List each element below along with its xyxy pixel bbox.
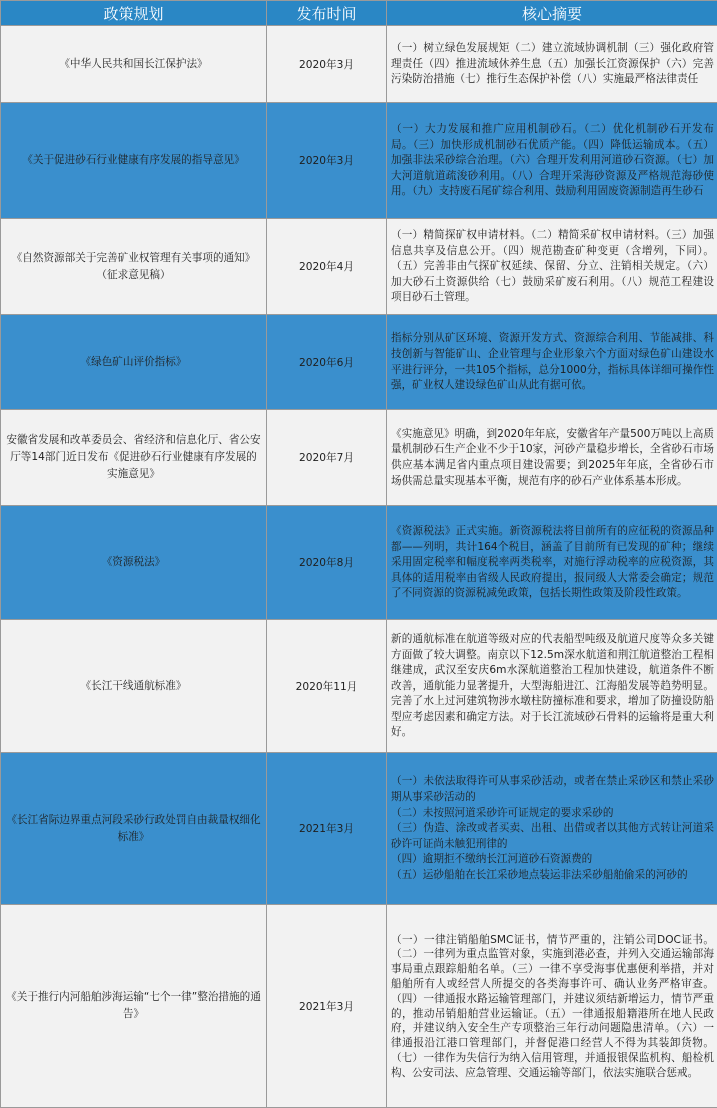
policy-name: 《绿色矿山评价指标》 [1, 315, 267, 410]
policy-name: 《关于促进砂石行业健康有序发展的指导意见》 [1, 103, 267, 219]
publish-date: 2020年11月 [267, 620, 387, 753]
core-summary: （一）树立绿色发展规矩（二）建立流域协调机制（三）强化政府管理责任（四）推进流域休养生息（五）加强长江资源保护（六）完善污染防治措施（七）推行生态保护补偿（八）实施最严格法律责任 [387, 26, 717, 103]
policy-name: 安徽省发展和改革委员会、省经济和信息化厅、省公安厅等14部门近日发布《促进砂石行业健康有序发展的实施意见》 [1, 410, 267, 506]
policy-name: 《长江干线通航标准》 [1, 620, 267, 753]
policy-name: 《关于推行内河船舶涉海运输“七个一律”整治措施的通告》 [1, 905, 267, 1108]
table-row [1, 219, 717, 315]
core-summary [387, 753, 717, 905]
core-summary: 《资源税法》正式实施。新资源税法将目前所有的应征税的资源品种都——列明，共计164个税目，涵盖了目前所有已发现的矿种；继续采用固定税率和幅度税率两类税率，对施行浮动税率的应税资源，其具体的适用税率由省级人民政府提出，报同级人大常委会确定；规范了不同资源的资源税减免政策，包括长期性政策及阶段性政策。 [387, 506, 717, 620]
table-row [1, 103, 717, 219]
summary-line: （二）未按照河道采砂许可证规定的要求采砂的 [391, 806, 714, 822]
core-summary: 《实施意见》明确，到2020年年底，安徽省年产量500万吨以上高质量机制砂石生产企业不少于10家，河砂产量稳步增长，全省砂石市场供应基本满足省内重点项目建设需要；到2025年年底，全省砂石市场供需总量实现基本平衡，规范有序的砂石产业体系基本形成。 [387, 410, 717, 506]
policy-name: 《长江省际边界重点河段采砂行政处罚自由裁量权细化标准》 [1, 753, 267, 905]
table-row [1, 620, 717, 753]
table-row [1, 315, 717, 410]
header-date: 发布时间 [267, 1, 387, 26]
core-summary: 新的通航标准在航道等级对应的代表船型吨级及航道尺度等众多关键方面做了较大调整。南京以下12.5m深水航道和荆江航道整治工程相继建成，武汉至安庆6m水深航道整治工程加快建设，航道条件不断改善，通航能力显著提升，大型海船进江、江海船发展等趋势明显。完善了水上过河建筑物涉水墩柱防撞标准和要求，增加了防撞设防船型应考虑因素和确定方法。对于长江流域砂石骨料的运输将是重大利好。 [387, 620, 717, 753]
table-row [1, 753, 717, 905]
summary-line: （一）未依法取得许可从事采砂活动，或者在禁止采砂区和禁止采砂期从事采砂活动的 [391, 774, 714, 805]
core-summary: （一）一律注销船舶SMC证书，情节严重的，注销公司DOC证书。（二）一律列为重点监管对象，实施到港必查，并列入交通运输部海事局重点跟踪船舶名单。（三）一律不享受海事优惠便利举措，并对船舶所有人或经营人所提交的各类海事许可、确认业务严格审查。（四）一律通报水路运输管理部门，并建议须结新增运力，情节严重的，推动吊销船舶营业运输证。（五）一律通报船籍港所在地人民政府，并建议纳入安全生产专项整治三年行动问题隐患清单。（六）一律通报沿江港口管理部门，并督促港口经营人不得为其装卸货物。（七）一律作为失信行为纳入信用管理，并通报银保监机构、船检机构、公安司法、应急管理、交通运输等部门，依法实施联合惩戒。 [387, 905, 717, 1108]
table-row [1, 506, 717, 620]
publish-date: 2021年3月 [267, 905, 387, 1108]
policy-name: 《中华人民共和国长江保护法》 [1, 26, 267, 103]
summary-line: （四）逾期拒不缴纳长江河道砂石资源费的 [391, 852, 714, 868]
core-summary: 指标分别从矿区环境、资源开发方式、资源综合利用、节能减排、科技创新与智能矿山、企业管理与企业形象六个方面对绿色矿山建设水平进行评分，一共105个指标，总分1000分，指标具体详细可操作性强，矿业权人建设绿色矿山从此有据可依。 [387, 315, 717, 410]
policy-name: 《资源税法》 [1, 506, 267, 620]
publish-date: 2020年3月 [267, 103, 387, 219]
table-row [1, 410, 717, 506]
header-summary: 核心摘要 [387, 1, 717, 26]
publish-date: 2020年8月 [267, 506, 387, 620]
publish-date: 2020年4月 [267, 219, 387, 315]
header-row [1, 1, 717, 26]
table-row [1, 26, 717, 103]
publish-date: 2020年7月 [267, 410, 387, 506]
table-row [1, 905, 717, 1108]
core-summary: （一）大力发展和推广应用机制砂石。（二）优化机制砂石开发布局。（三）加快形成机制砂石优质产能。（四）降低运输成本。（五）加强非法采砂综合治理。（六）合理开发利用河道砂石资源。（七）加大河道航道疏浚砂利用。（八）合理开采海砂资源及严格规范海砂使用。（九）支持废石尾矿综合利用、鼓励利用固废资源制造再生砂石 [387, 103, 717, 219]
summary-line: （三）伪造、涂改或者买卖、出租、出借或者以其他方式转让河道采砂许可证尚未触犯刑律的 [391, 821, 714, 852]
policy-name: 《自然资源部关于完善矿业权管理有关事项的通知》（征求意见稿） [1, 219, 267, 315]
publish-date: 2021年3月 [267, 753, 387, 905]
core-summary: （一）精简探矿权申请材料。（二）精简采矿权申请材料。（三）加强信息共享及信息公开。（四）规范勘查矿种变更（含增列，下同）。（五）完善非由气探矿权延续、保留、分立、注销相关规定。（六）加大砂石土资源供给（七）鼓励采矿废石利用。（八）规范工程建设项目砂石土管理。 [387, 219, 717, 315]
publish-date: 2020年3月 [267, 26, 387, 103]
publish-date: 2020年6月 [267, 315, 387, 410]
header-policy: 政策规划 [1, 1, 267, 26]
summary-line: （五）运砂船舶在长江采砂地点装运非法采砂船舶偷采的河砂的 [391, 868, 714, 884]
